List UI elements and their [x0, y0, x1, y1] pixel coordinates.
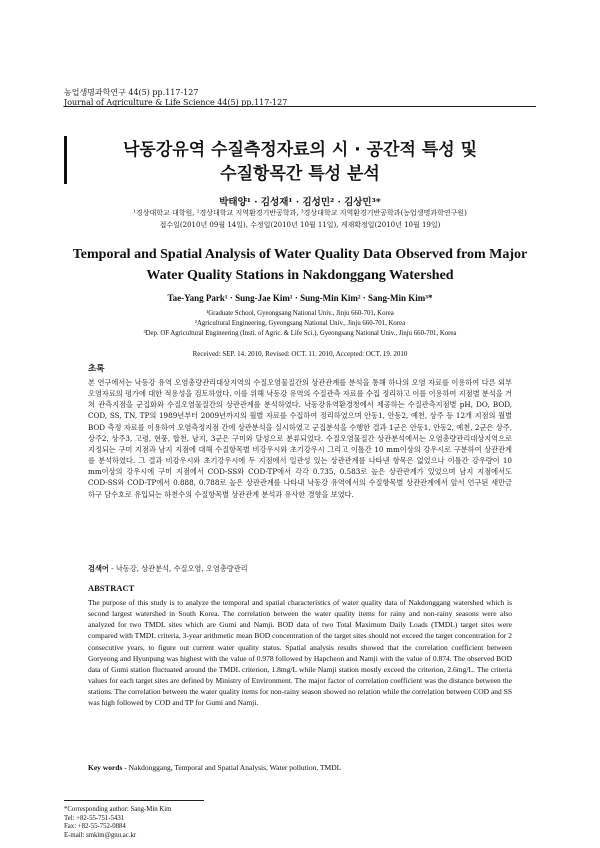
keywords-en-label: Key words: [88, 763, 123, 772]
abstract-ko-body: 본 연구에서는 낙동강 유역 오염총량관리대상지역의 수질오염물질간의 상관관계를 분석을 통해 하나의 오염 자료를 이용하여 다른 외부 오염자료의 평가에 대한 적용성을 검토하였다. 이를 위해 낙동강 유역의 수질관측 자료를 수집 정리하고 이를 이용하여 지점별 분석을 거쳐 관측지점을 군집화와 수질오염물질간의 상관관계를 분석하였다. 낙동강유역환경청에서 제공하는 수질관측지점별 pH, DO, BOD, COD, SS, TN, TP의 1989년부터 2009년까지의 월별 자료를 수집하여 정리하였으며 안동1, 안동2, 예천, 상주 등 12개 지점의 월별 BOD 측정 자료를 이용하여 오염측정지점 간에 상관분석을 실시하였고 군집분석을 수행한 결과 1군은 안동1, 안동2, 예천, 2군은 상주, 상주2, 상주3, 고령, 현풍, 합천, 남지, 3군은 구미와 달성으로 분류되었다. 수질오염물질간 상관분석에서는 오염총량관리대상지역으로 지정되는 구미 지점과 남지 지점에 대해 수질항목별 비강우시와 초기강우시 그리고 이틀간 10 mm이상의 강우시로 구분하여 상관관계를 분석하였다. 그 결과 비강우시와 초기강우시에 두 지점에서 일관성 있는 상관관계를 나타낸 항목은 없었으나 이틀간 강우량이 10 mm이상의 강우시에 구미 지점에서 COD-SS와 COD-TP에서 각각 0.735, 0.583로 높은 상관관계가 있었으며 남지 지점에서도 COD-SS와 COD-TP에서 0.888, 0.788로 높은 상관관계를 나타내 낙동강 유역에서의 수질항목별 상관관계에서 앞서 언구된 새만금 하구 담수호로 유입되는 하천수의 수질항목별 상관관계 분석과 유사한 경향을 보였다.: [88, 378, 512, 499]
keywords-en-value: - Nakdonggang, Temporal and Spatial Analysis, Water pollution, TMDL: [122, 763, 342, 772]
keywords-en: [88, 763, 341, 772]
abstract-en-body: The purpose of this study is to analyze the temporal and spatial characteristics of water quality data of Nakdonggang watershed which is second largest watershed in South Korea. The correlation between the water quality items for rainy and non-rainy seasons were also analyzed for two TMDL sites which are Gumi and Namji. BOD data of two Total Maximum Daily Loads (TMDL) target sites were compared with TMDL criteria, 3-year arithmetic mean BOD concentration of the target sites should not exceed the target concentration for 2 consecutive years, to figure out current water quality status. Spatial analysis results showed that the correlation coefficient between Goryeong and Hyunpung was highest with the value of 0.978 followed by Hapcheon and Namji with the value of 0.874. The observed BOD data of Gumi station fluctuated around the TMDL criterion, 1.8mg/L while Namji station mostly exceed the criterion, 2.6mg/L. The criteria values for each target sites are defined by Ministry of Environment. The major factor of correlation coefficient was the distance between the stations. The correlation between the water quality items for non-rainy season showed no relation while the correlation between COD and SS was high followed by COD and TP for Gumi and Namji.: [88, 598, 512, 708]
footnote-fax: Fax: +82-55-752-0884: [64, 823, 126, 831]
journal-en: Journal of Agriculture & Life Science 44(5) pp.117-127: [64, 98, 288, 107]
title-en: [0, 244, 600, 286]
keywords-ko: [88, 564, 248, 574]
affiliation-3: ³Dep. OF Agricultural Engineering (Insti. of Agric. & Life Sci.), Gyeongsang National Univ., Jinju 660-701, Korea: [143, 330, 457, 337]
affiliations-ko: ¹경상대학교 대학원, ²경상대학교 지역환경기반공학과, ³경상대학교 지역환경기반공학과(농업생명과학연구원): [133, 209, 467, 217]
affiliations-en: [0, 309, 600, 339]
title-en-line2: Water Quality Stations in Nakdonggang Watershed: [146, 268, 454, 283]
footnote-author: *Corresponding author: Sang-Min Kim: [64, 806, 172, 813]
affiliation-1: ¹Graduate School, Gyeongsang National Univ., Jinju 660-701, Korea: [206, 310, 394, 317]
dates-en: Received: SEP. 14. 2010, Revised: OCT. 11. 2010, Accepted: OCT. 19. 2010: [192, 350, 408, 358]
title-ko-line1: 낙동강유역 수질측정자료의 시 · 공간적 특성 및: [123, 140, 477, 160]
header-rule: [64, 106, 536, 107]
authors-ko: 박태양¹ · 김성재¹ · 김성민² · 김상민³*: [219, 197, 381, 208]
abstract-ko-heading: 초록: [88, 364, 105, 374]
footnote-email: E-mail: smkim@gnu.ac.kr: [64, 831, 137, 839]
title-ko-line2: 수질항목간 특성 분석: [220, 164, 380, 184]
dates-ko: 접수일(2010년 09월 14일), 수정일(2010년 10월 11일), 게재확정일(2010년 10월 19일): [159, 221, 441, 229]
authors-en: Tae-Yang Park¹ · Sung-Jae Kim¹ · Sung-Min Kim² · Sang-Min Kim³*: [167, 293, 433, 303]
abstract-en-heading: ABSTRACT: [88, 583, 135, 593]
footnote-rule: [64, 800, 204, 801]
title-en-line1: Temporal and Spatial Analysis of Water Quality Data Observed from Major: [72, 247, 528, 262]
footnote-tel: Tel: +82-55-751-5431: [64, 814, 125, 822]
keywords-ko-value: - 낙동강, 상관분석, 수질오염, 오염총량관리: [108, 564, 248, 573]
journal-ko: 농업생명과학연구 44(5) pp.117-127: [64, 88, 199, 97]
keywords-ko-label: 검색어: [88, 564, 109, 573]
running-header: [64, 88, 287, 108]
footnote: [64, 806, 171, 840]
affiliation-2: ²Agricultural Engineering, Gyeongsang National Univ., Jinju 660-701, Korea: [194, 320, 406, 327]
